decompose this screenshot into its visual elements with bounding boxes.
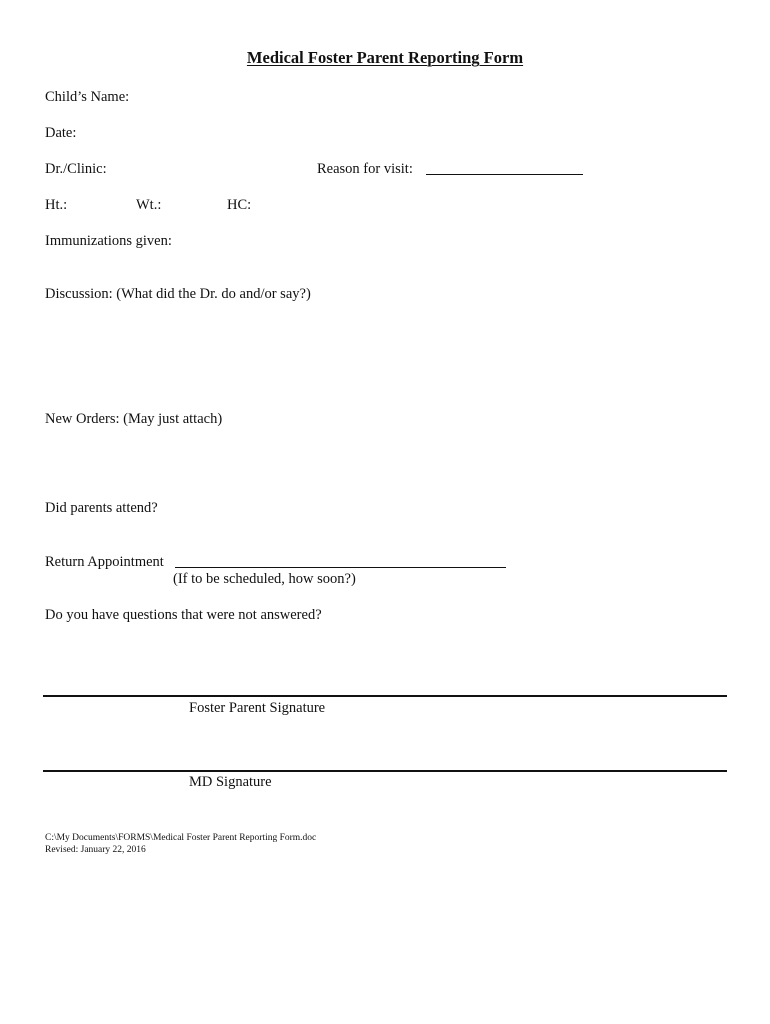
form-title — [0, 48, 770, 68]
footer-file-path: C:\My Documents\FORMS\Medical Foster Parent Reporting Form.doc — [45, 833, 317, 843]
md-signature-line[interactable] — [43, 770, 727, 772]
parents-attend-label: Did parents attend? — [45, 500, 158, 516]
weight-label: Wt.: — [136, 197, 162, 213]
new-orders-label: New Orders: (May just attach) — [45, 411, 223, 427]
return-appointment-hint: (If to be scheduled, how soon?) — [173, 571, 356, 587]
return-appointment-blank[interactable] — [175, 567, 506, 568]
reason-for-visit-blank[interactable] — [426, 174, 583, 175]
questions-label: Do you have questions that were not answered? — [45, 607, 322, 623]
return-appointment-label: Return Appointment — [45, 554, 164, 570]
footer-revised-date: Revised: January 22, 2016 — [45, 845, 146, 855]
dr-clinic-label: Dr./Clinic: — [45, 161, 107, 177]
date-label: Date: — [45, 125, 77, 141]
childs-name-label: Child’s Name: — [45, 89, 130, 105]
foster-parent-signature-label: Foster Parent Signature — [189, 700, 326, 716]
md-signature-label: MD Signature — [189, 774, 272, 790]
foster-parent-signature-line[interactable] — [43, 695, 727, 697]
form-title-text: Medical Foster Parent Reporting Form — [246, 48, 524, 67]
discussion-label: Discussion: (What did the Dr. do and/or say?) — [45, 286, 311, 302]
height-label: Ht.: — [45, 197, 68, 213]
immunizations-label: Immunizations given: — [45, 233, 172, 249]
head-circumference-label: HC: — [227, 197, 252, 213]
reason-for-visit-label: Reason for visit: — [317, 161, 413, 177]
